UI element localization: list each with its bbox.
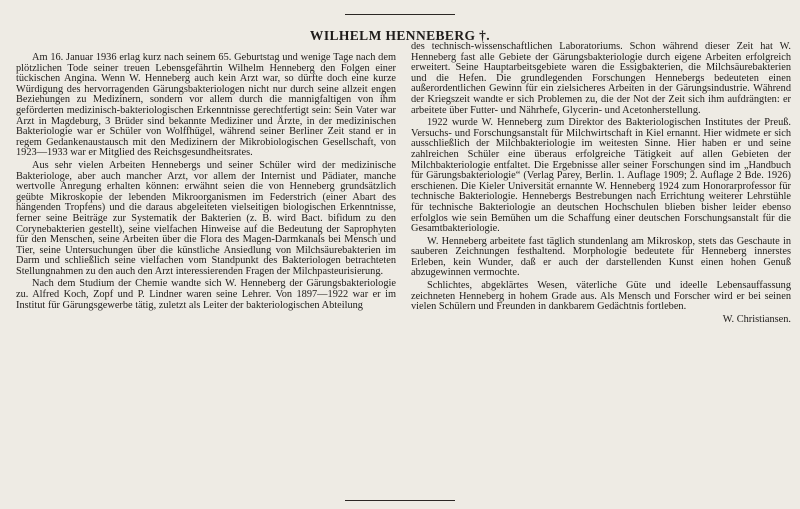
paragraph: des technisch-wissenschaftlichen Laboratoriums. Schon während dieser Zeit hat W. Henneberg fast alle Gebiete der Gärungsbakteriologie durch eigene Arbeiten erfolgreich erweitert. Seine Hauptarbeitsgebiete waren die Essigbakterien, die Milchsäurebakterien und die Hefen. Die grundlegenden Forschungen Hennebergs bedeuteten einen außerordentlichen Gewinn für ein zielsicheres Arbeiten in der Gärungsindustrie. Während der Kriegszeit wandte er sich Problemen zu, die der Not der Zeit sich ihm aufdrängten: er arbeitete über Futter- und Nährhefe, Glycerin- und Acetonherstellung. bbox=[411, 41, 791, 116]
paragraph: Schlichtes, abgeklärtes Wesen, väterliche Güte und ideelle Lebensauffassung zeichneten Henneberg in hohem Grade aus. Als Mensch und Forscher wird er bei seinen vielen Schülern und Freunden in dankbarem Gedächtnis fortleben. bbox=[411, 280, 791, 313]
paragraph: W. Henneberg arbeitete fast täglich stundenlang am Mikroskop, stets das Geschaute in sauberen Zeichnungen festhaltend. Morphologie bedeutete für Henneberg innerstes Erleben, kein Wunder, daß er auch der darstellenden Kunst einen hohen Genuß abzugewinnen vermochte. bbox=[411, 235, 791, 279]
author-signature: W. Christiansen. bbox=[722, 313, 791, 325]
left-column bbox=[16, 53, 396, 311]
paragraph: Am 16. Januar 1936 erlag kurz nach seinem 65. Geburtstag und wenige Tage nach dem plötzlichen Tode seiner treuen Lebensgefährtin Wilhelm Henneberg den Folgen einer tückischen Angina. Wenn W. Henneberg auch kein Arzt war, so dürfte doch eine kurze Würdigung des hervorragenden Gärungsbakteriologen nicht nur durch seine allzeit engen Beziehungen zu Medizinern, sondern vor allem durch die mannigfaltigen von ihm geförderten medizinisch-bakteriologischen Erkenntnisse gerechtfertigt sein: Sein Vater war Arzt in Magdeburg, 3 Brüder sind bekannte Mediziner und Ärzte, in der medizinischen Bakteriologie war er Schüler von Wolffhügel, während seiner Berliner Zeit stand er in regem Gedankenaustausch mit den Medizinern der Mikrobiologischen Gesellschaft, von 1923—1933 war er Mitglied des Reichsgesundheitsrates. bbox=[16, 52, 396, 159]
right-column bbox=[411, 42, 791, 325]
bottom-divider bbox=[345, 500, 455, 501]
paragraph: 1922 wurde W. Henneberg zum Direktor des Bakteriologischen Institutes der Preuß. Versuchs- und Forschungsanstalt für Milchwirtschaft in Kiel ernannt. Hier widmete er sich ausschließlich der Milchbakteriologie im weitesten Sinne. Hier haben er und seine zahlreichen Schüler eine überaus erfolgreiche Tätigkeit auf allen Gebieten der Milchbakteriologie entfaltet. Die Ergebnisse aller seiner Forschungen sind im „Handbuch für Gärungsbakteriologie“ (Verlag Parey, Berlin. 1. Auflage 1909; 2. Auflage 2 Bde. 1926) erschienen. Die Kieler Universität ernannte W. Henneberg 1924 zum Honorarprofessor für technische Bakteriologie. Hennebergs Bestrebungen nach Errichtung weiterer Lehrstühle für technische Bakteriologie an deutschen Hochschulen blieben bisher leider ebenso erfolglos wie sein Bemühen um die Schaffung einer deutschen Forschungsanstalt für die Gesamtbakteriologie. bbox=[411, 117, 791, 235]
paragraph: Aus sehr vielen Arbeiten Hennebergs und seiner Schüler wird der medizinische Bakteriologe, aber auch mancher Arzt, vor allem der Internist und Pädiater, manche wertvolle Anregung erhalten können: erwähnt seien die von Henneberg grundsätzlich geübte Mikroskopie der lebenden Mikroorganismen im Federstrich (einer Abart des hängenden Tropfens) und die daraus abgeleiteten vielseitigen biologischen Erkenntnisse, ferner seine Beiträge zur Systematik der Bakterien (z. B. wird Bact. bifidum zu den Corynebakterien gestellt), seine vielfachen Hinweise auf die Bedeutung der Saprophyten für den Menschen, seine Arbeiten über die Flora des Magen-Darmkanals bei Mensch und Tier, seine Untersuchungen über die künstliche Ansiedlung von Milchsäurebakterien im Darm und schließlich seine vielfachen vom Standpunkt des Bakteriologen betrachteten Stellungnahmen zu den auch den Arzt interessierenden Fragen der Milchpasteurisierung. bbox=[16, 159, 396, 277]
paragraph: Nach dem Studium der Chemie wandte sich W. Henneberg der Gärungsbakteriologie zu. Alfred Koch, Zopf und P. Lindner waren seine Lehrer. Von 1897—1922 war er im Institut für Gärungsgewerbe tätig, zuletzt als Leiter der bakteriologischen Abteilung bbox=[16, 278, 396, 311]
page-title: WILHELM HENNEBERG †. bbox=[309, 28, 491, 43]
top-divider bbox=[345, 14, 455, 15]
